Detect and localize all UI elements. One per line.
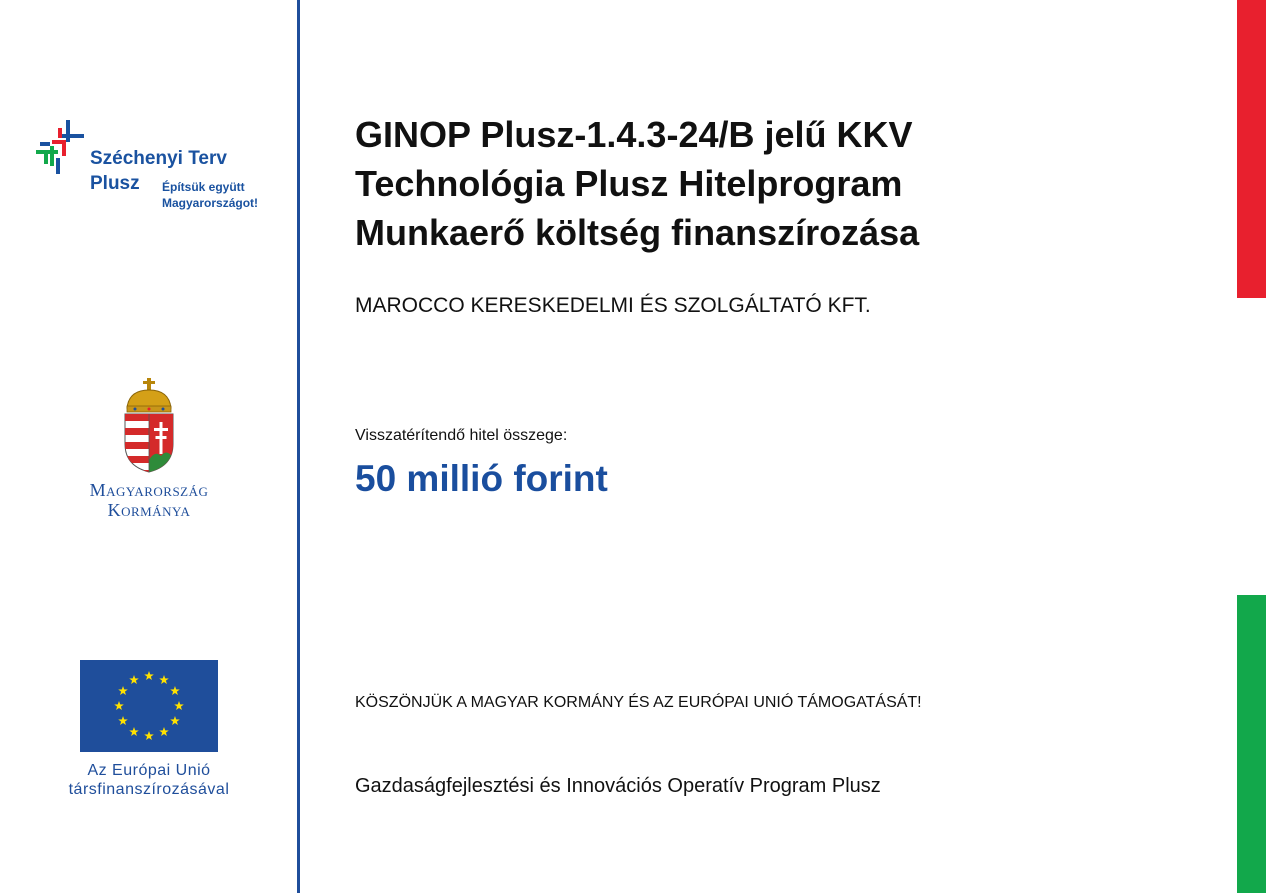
- eu-caption-line2: társfinanszírozásával: [68, 781, 230, 798]
- project-title-line1: GINOP Plusz-1.4.3-24/B jelű KKV: [355, 114, 913, 155]
- government-name-line2: Kormánya: [107, 500, 191, 520]
- szechenyi-cross-icon: [34, 118, 94, 178]
- hungarian-government-logo: [60, 378, 238, 523]
- loan-amount-value: 50 millió forint: [355, 458, 608, 499]
- project-title-line2: Technológia Plusz Hitelprogram: [355, 163, 903, 204]
- vertical-divider: [297, 0, 300, 893]
- project-title: [355, 110, 1215, 257]
- beneficiary-company: MAROCCO KERESKEDELMI ÉS SZOLGÁLTATÓ KFT.: [355, 294, 871, 317]
- logo-sidebar: [0, 0, 297, 893]
- szechenyi-title-line1: Széchenyi Terv: [90, 148, 227, 169]
- government-name-line1: Magyarország: [89, 480, 209, 500]
- szechenyi-title-line2: Plusz: [90, 173, 140, 194]
- eu-flag-icon: [80, 660, 218, 752]
- szechenyi-slogan-line2: Magyarországot!: [162, 196, 259, 210]
- eu-caption-line1: Az Európai Unió: [87, 762, 211, 779]
- red-flag-stripe: [1237, 0, 1266, 298]
- program-name: Gazdaságfejlesztési és Innovációs Operatív Program Plusz: [355, 775, 881, 797]
- szechenyi-slogan-line1: Építsük együtt: [162, 180, 245, 194]
- szechenyi-terv-logo: [34, 118, 274, 218]
- acknowledgement-text: KÖSZÖNJÜK A MAGYAR KORMÁNY ÉS AZ EURÓPAI UNIÓ TÁMOGATÁSÁT!: [355, 694, 922, 711]
- coat-of-arms-icon: [119, 378, 179, 474]
- project-title-line3: Munkaerő költség finanszírozása: [355, 212, 920, 253]
- green-flag-stripe: [1237, 595, 1266, 893]
- loan-amount-label: Visszatérítendő hitel összege:: [355, 427, 568, 444]
